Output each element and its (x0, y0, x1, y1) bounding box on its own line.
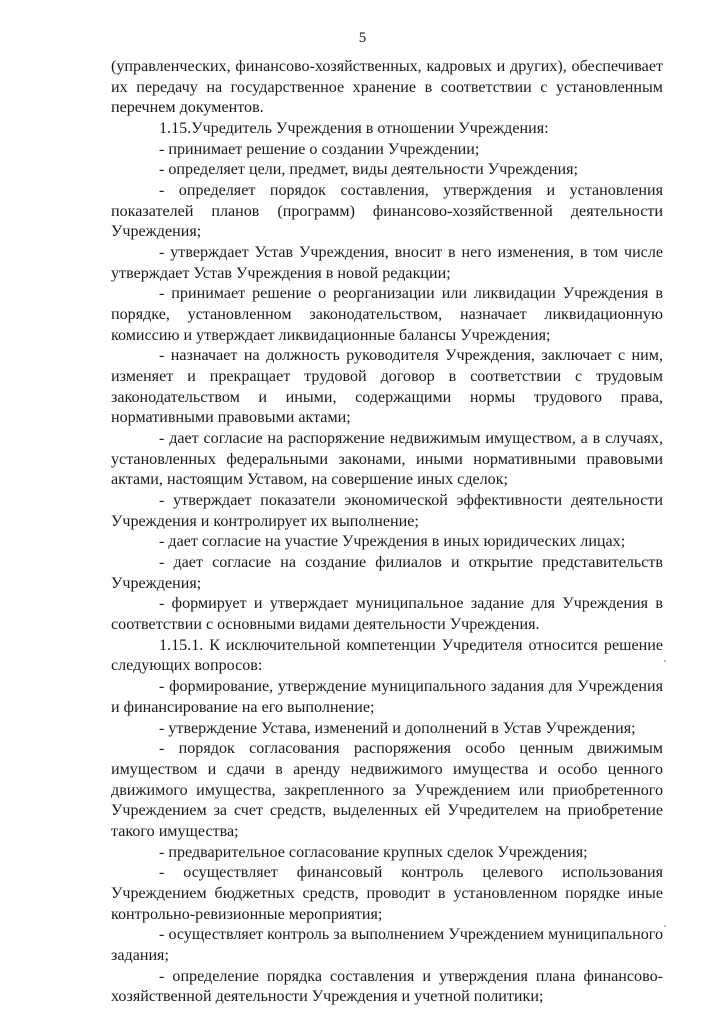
subsection-heading: 1.15.1. К исключительной компетенции Учредителя относится решение следующих вопросов: (111, 636, 663, 675)
list-item: - определяет цели, предмет, виды деятельности Учреждения; (159, 161, 579, 179)
document-body (111, 57, 663, 1008)
list-item: - порядок согласования распоряжения особо ценным движимым имуществом и сдачи в аренду недвижимого имущества и особо ценного движимого имущества, закрепленного за Учреждением или приобретенного Учреждением за счет средств, выделенных ей Учредителем на приобретение такого имущества; (111, 740, 663, 840)
list-item: - формирование, утверждение муниципального задания для Учреждения и финансирование на его выполнение; (111, 678, 663, 716)
scan-speck (664, 925, 666, 927)
list-item: - утверждает показатели экономической эффективности деятельности Учреждения и контролирует их выполнение; (111, 492, 663, 530)
list-item: - определение порядка составления и утверждения плана финансово-хозяйственной деятельности Учреждения и учетной политики; (111, 967, 663, 1006)
page-number: 5 (358, 30, 367, 46)
paragraph: (управленческих, финансово-хозяйственных, кадровых и других), обеспечивает их передачу на государственное хранение в соответствии с установленным перечнем документов. (111, 58, 663, 117)
list-item: - определяет порядок составления, утверждения и установления показателей планов (программ) финансово-хозяйственной деятельности Учреждения; (111, 182, 663, 241)
list-item: - формирует и утверждает муниципальное задание для Учреждения в соответствии с основными видами деятельности Учреждения. (111, 595, 663, 634)
list-item: - утверждение Устава, изменений и дополнений в Устав Учреждения; (159, 719, 636, 737)
list-item: - дает согласие на создание филиалов и открытие представительств Учреждения; (111, 554, 663, 592)
scan-speck (664, 660, 666, 662)
list-item: - принимает решение о реорганизации или ликвидации Учреждения в порядке, установленном законодательством, назначает ликвидационную комиссию и утверждает ликвидационные балансы Учреждения; (111, 285, 663, 344)
list-item: - дает согласие на участие Учреждения в иных юридических лицах; (159, 533, 626, 551)
list-item: - предварительное согласование крупных сделок Учреждения; (159, 843, 588, 861)
list-item: - назначает на должность руководителя Учреждения, заключает с ним, изменяет и прекращает трудовой договор в соответствии с трудовым законодательством и иными, содержащими нормы трудового права, нормативными правовыми актами; (111, 347, 663, 427)
list-item: - утверждает Устав Учреждения, вносит в него изменения, в том числе утверждает Устав Учреждения в новой редакции; (111, 244, 663, 282)
list-item: - принимает решение о создании Учреждении; (159, 140, 480, 158)
list-item: - осуществляет финансовый контроль целевого использования Учреждением бюджетных средств, проводит в установленном порядке иные контрольно-ревизионные мероприятия; (111, 864, 663, 923)
list-item: - дает согласие на распоряжение недвижимым имуществом, а в случаях, установленных федеральными законами, иными нормативными правовыми актами, настоящим Уставом, на совершение иных сделок; (111, 430, 663, 489)
section-heading: 1.15.Учредитель Учреждения в отношении Учреждения: (159, 120, 549, 138)
list-item: - осуществляет контроль за выполнением Учреждением муниципального задания; (111, 926, 663, 964)
